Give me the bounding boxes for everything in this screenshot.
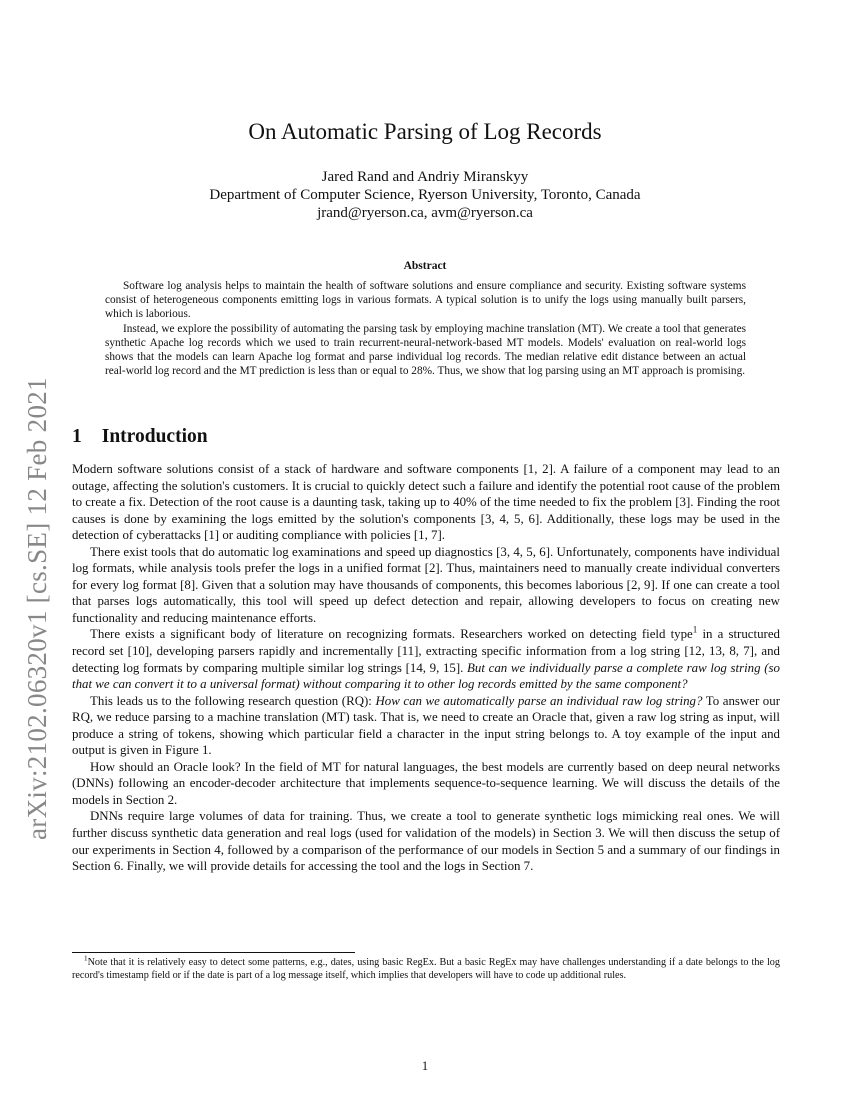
section-heading (72, 426, 208, 448)
introduction-body (72, 461, 780, 875)
section-number: 1 (72, 426, 82, 447)
emails: jrand@ryerson.ca, avm@ryerson.ca (317, 205, 533, 221)
abstract (105, 279, 746, 378)
paragraph (72, 808, 780, 874)
affiliation: Department of Computer Science, Ryerson University, Toronto, Canada (209, 187, 641, 203)
paragraph (72, 626, 780, 692)
footnote-mark: 1 (84, 954, 88, 963)
abstract-paragraph: Software log analysis helps to maintain the health of software solutions and ensure compliance and security. Existing software systems consist of heterogeneous components emitting logs in various formats. A typical solution is to unify the logs using manually built parsers, which is laborious. (105, 280, 746, 321)
paragraph (72, 693, 780, 759)
paragraph-text: How should an Oracle look? In the field of MT for natural languages, the best models are currently based on deep neural networks (DNNs) following an encoder-decoder architecture that implements sequence-to-sequence learning. We will discuss the details of the models in Section 2. (72, 759, 780, 807)
paragraph (72, 759, 780, 809)
section-title: Introduction (101, 426, 208, 447)
abstract-paragraph: Instead, we explore the possibility of automating the parsing task by employing machine translation (MT). We create a tool that generates synthetic Apache log records which we used to train recurrent-neural-network-based MT models. Models' evaluation on real-world logs shows that the models can learn Apache log format and parse individual log records. The median relative edit distance between an actual real-world log record and the MT prediction is less than or equal to 28%. Thus, we show that log parsing using an MT approach is promising. (105, 322, 746, 378)
footnote-rule (72, 952, 355, 953)
paragraph-text: This leads us to the following research question (RQ): (90, 693, 376, 708)
paragraph-text: To answer our RQ, we reduce parsing to a machine translation (MT) task. That is, we need to create an Oracle that, given a raw log string as input, will produce a string of tokens, showing which particular field a character in the input string belongs to. A toy example of the input and output is given in Figure 1. (72, 693, 780, 758)
paragraph-emphasis: But can we individually parse a complete raw log string (so that we can convert it to a universal format) without comparing it to other log records emitted by the same component? (72, 660, 780, 692)
paragraph-text: DNNs require large volumes of data for training. Thus, we create a tool to generate synthetic logs mimicking real ones. We will further discuss synthetic data generation and real logs (used for validation of the models) in Section 3. We will then discuss the setup of our experiments in Section 4, followed by a comparison of the performance of our models in Section 5 and a summary of our findings in Section 6. Finally, we will provide details for accessing the tool and the logs in Section 7. (72, 809, 780, 874)
footnote-ref[interactable]: 1 (692, 625, 698, 636)
footnote-text: Note that it is relatively easy to detect some patterns, e.g., dates, using basic RegEx. But a basic RegEx may have challenges understanding if a date belongs to the log record's timestamp field or if the date is part of a log message itself, which implies that developers will have to code up additional rules. (72, 957, 780, 981)
paragraph-text: in a structured record set [10], developing parsers rapidly and incrementally [11], extracting specific information from a log string [12, 13, 8, 7], and detecting log formats by comparing multiple similar log strings [14, 9, 15]. (72, 627, 780, 675)
paragraph-text: Modern software solutions consist of a stack of hardware and software components [1, 2]. A failure of a component may lead to an outage, affecting the solution's customers. It is crucial to quickly detect such a failure and identify the potential root cause of the problem to create a fix. Detection of the root cause is a daunting task, taking up to 40% of the time needed to fix the problem [3]. Finding the root causes is done by examining the logs emitted by the solution's components [3, 4, 5, 6]. Additionally, these logs may be used in the detection of cyberattacks [1] or auditing compliance with policies [1, 7]. (72, 462, 780, 543)
footnote (72, 956, 780, 982)
paper-title: On Automatic Parsing of Log Records (248, 119, 602, 144)
authors: Jared Rand and Andriy Miranskyy (321, 169, 529, 185)
paragraph-text: There exist tools that do automatic log examinations and speed up diagnostics [3, 4, 5, 6]. Unfortunately, components have individual log formats, while analysis tools prefer the logs in a unified format [2]. Thus, maintainers need to manually create individual converters for every log format [8]. Given that a solution may have thousands of components, this becomes laborious [2, 9]. If one can create a tool that parses logs automatically, this tool will speed up defect detection and repair, allowing developers to focus on creating new functionality and reducing maintenance efforts. (72, 544, 780, 625)
paragraph (72, 461, 780, 544)
arxiv-identifier: arXiv:2102.06320v1 [cs.SE] 12 Feb 2021 (22, 377, 52, 840)
paragraph-text: There exists a significant body of literature on recognizing formats. Researchers worked on detecting field type (90, 627, 693, 642)
paragraph (72, 544, 780, 627)
page-number: 1 (421, 1059, 429, 1073)
research-question: How can we automatically parse an individual raw log string? (375, 693, 703, 708)
abstract-heading: Abstract (403, 260, 447, 272)
